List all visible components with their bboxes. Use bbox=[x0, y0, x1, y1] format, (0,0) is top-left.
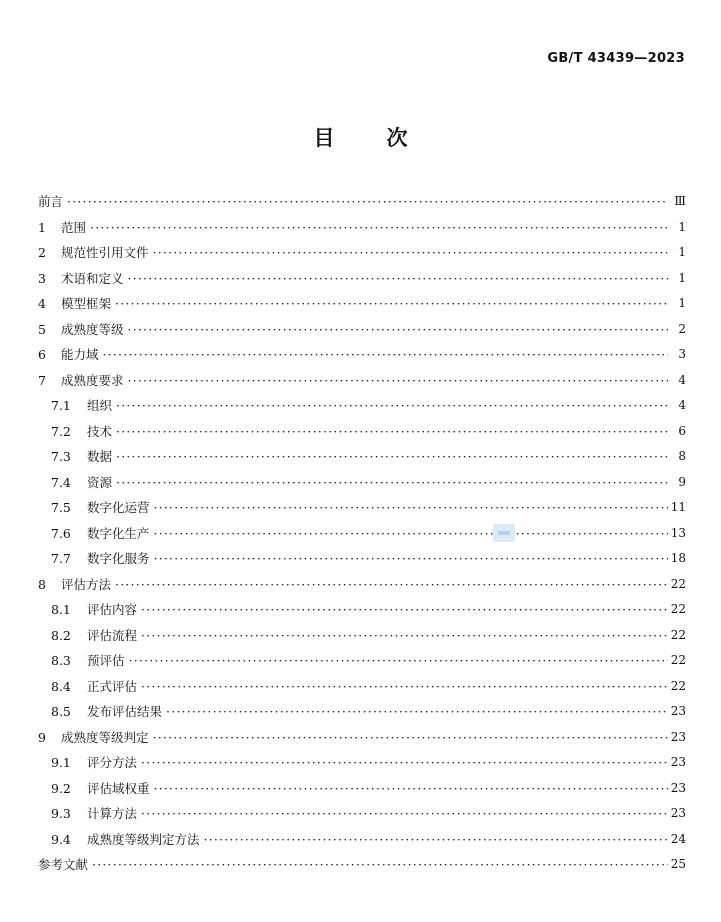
toc-entry[interactable] bbox=[38, 240, 686, 266]
toc-entry-number: 8.2 bbox=[51, 627, 71, 643]
toc-entry-leader bbox=[51, 419, 668, 445]
toc-entry-page: 24 bbox=[668, 827, 686, 853]
standard-code: GB/T 43439—2023 bbox=[547, 51, 685, 66]
toc-entry-leader bbox=[51, 521, 668, 547]
table-of-contents bbox=[38, 189, 686, 878]
toc-entry[interactable] bbox=[38, 648, 686, 674]
toc-entry-page: 23 bbox=[668, 750, 686, 776]
toc-entry-text bbox=[38, 271, 128, 286]
toc-entry-number: 8.5 bbox=[51, 704, 71, 719]
toc-entry-text bbox=[38, 296, 115, 311]
toc-entry-number: 7.5 bbox=[51, 500, 71, 515]
toc-entry-text bbox=[51, 653, 129, 668]
toc-entry-label: 评估方法 bbox=[61, 576, 112, 592]
toc-entry-text bbox=[38, 347, 103, 362]
toc-entry-text bbox=[51, 551, 154, 566]
toc-entry[interactable] bbox=[38, 597, 686, 623]
toc-entry-page: 4 bbox=[668, 393, 686, 419]
toc-entry-leader bbox=[51, 699, 668, 725]
toc-entry-page: 22 bbox=[668, 597, 686, 623]
toc-entry-label: 数字化生产 bbox=[87, 525, 150, 541]
toc-entry[interactable] bbox=[38, 776, 686, 802]
title-char-2: 次 bbox=[386, 126, 408, 150]
toc-entry-page: 25 bbox=[668, 852, 686, 878]
toc-entry-leader bbox=[38, 266, 668, 292]
toc-entry-text bbox=[38, 220, 90, 235]
toc-entry[interactable] bbox=[38, 750, 686, 776]
toc-entry-number: 5 bbox=[38, 321, 46, 337]
toc-entry-leader bbox=[51, 776, 668, 802]
toc-entry-text bbox=[38, 194, 67, 209]
toc-entry[interactable] bbox=[38, 444, 686, 470]
toc-entry-leader bbox=[38, 189, 668, 215]
toc-entry-number: 9 bbox=[38, 729, 46, 745]
toc-entry-text bbox=[38, 730, 153, 745]
toc-entry-number: 7 bbox=[38, 372, 46, 388]
toc-entry[interactable] bbox=[38, 393, 686, 419]
toc-entry-number: 7.3 bbox=[51, 449, 71, 464]
toc-entry-text bbox=[51, 806, 141, 821]
title-char-1: 目 bbox=[313, 126, 335, 150]
toc-entry-label: 成熟度等级 bbox=[61, 321, 124, 337]
toc-entry-number: 3 bbox=[38, 270, 46, 286]
toc-entry-number: 9.4 bbox=[51, 831, 71, 847]
toc-entry-page: 18 bbox=[668, 546, 686, 572]
toc-entry-page: 9 bbox=[668, 470, 686, 496]
toc-entry-page: 4 bbox=[668, 368, 686, 394]
toc-entry-label: 资源 bbox=[87, 474, 113, 490]
toc-entry-leader bbox=[38, 317, 668, 343]
toc-entry-text bbox=[38, 322, 128, 337]
toc-entry-label: 评估域权重 bbox=[87, 780, 150, 796]
toc-entry-page: 1 bbox=[668, 240, 686, 266]
toc-entry-label: 前言 bbox=[38, 194, 64, 209]
page-title bbox=[0, 122, 721, 152]
toc-entry-leader bbox=[38, 368, 668, 394]
toc-entry-number: 7.2 bbox=[51, 423, 71, 439]
toc-entry-label: 参考文献 bbox=[38, 857, 89, 872]
toc-entry-text bbox=[51, 602, 141, 617]
toc-entry[interactable] bbox=[38, 827, 686, 853]
toc-entry-label: 成熟度等级判定方法 bbox=[87, 831, 200, 847]
toc-entry-label: 数据 bbox=[87, 449, 113, 464]
toc-entry-text bbox=[51, 781, 154, 796]
toc-entry-page: 23 bbox=[668, 776, 686, 802]
toc-entry-number: 8 bbox=[38, 576, 46, 592]
toc-entry-label: 成熟度等级判定 bbox=[61, 729, 149, 745]
toc-entry-number: 2 bbox=[38, 245, 46, 260]
toc-entry-label: 评估流程 bbox=[87, 627, 138, 643]
toc-entry-label: 模型框架 bbox=[61, 296, 112, 311]
toc-entry-text bbox=[38, 373, 128, 388]
toc-entry-number: 9.2 bbox=[51, 780, 71, 796]
toc-entry-label: 评估内容 bbox=[87, 602, 138, 617]
toc-entry[interactable] bbox=[38, 801, 686, 827]
toc-entry-text bbox=[38, 245, 153, 260]
toc-entry-number: 7.6 bbox=[51, 525, 71, 541]
toc-entry-label: 评分方法 bbox=[87, 755, 138, 770]
toc-entry-leader bbox=[38, 572, 668, 598]
toc-entry-text bbox=[51, 628, 141, 643]
toc-entry-label: 组织 bbox=[87, 398, 113, 413]
toc-entry-label: 正式评估 bbox=[87, 678, 138, 694]
watermark-icon bbox=[493, 524, 515, 542]
toc-entry[interactable] bbox=[38, 419, 686, 445]
toc-entry-label: 成熟度要求 bbox=[61, 372, 124, 388]
toc-entry-page: 23 bbox=[668, 801, 686, 827]
toc-entry-label: 发布评估结果 bbox=[87, 704, 163, 719]
toc-entry-label: 术语和定义 bbox=[61, 270, 124, 286]
toc-entry[interactable] bbox=[38, 342, 686, 368]
toc-entry-label: 范围 bbox=[61, 219, 87, 235]
toc-entry-text bbox=[51, 755, 141, 770]
toc-entry-label: 预评估 bbox=[87, 653, 125, 668]
toc-entry-text bbox=[51, 475, 116, 490]
toc-entry-number: 6 bbox=[38, 347, 46, 362]
toc-entry[interactable] bbox=[38, 189, 686, 215]
toc-entry-number: 7.1 bbox=[51, 398, 71, 413]
toc-entry-leader bbox=[51, 393, 668, 419]
toc-entry-text bbox=[51, 704, 166, 719]
toc-entry-text bbox=[51, 832, 204, 847]
toc-entry-page: 1 bbox=[668, 266, 686, 292]
toc-entry-text bbox=[51, 398, 116, 413]
toc-entry-page: 1 bbox=[668, 215, 686, 241]
toc-entry-leader bbox=[51, 470, 668, 496]
toc-entry-label: 数字化运营 bbox=[87, 500, 150, 515]
toc-entry-leader bbox=[51, 827, 668, 853]
toc-entry[interactable] bbox=[38, 623, 686, 649]
toc-entry-label: 技术 bbox=[87, 423, 113, 439]
toc-entry-page: 22 bbox=[668, 648, 686, 674]
toc-entry-page: 11 bbox=[668, 495, 686, 521]
toc-entry-page: 2 bbox=[668, 317, 686, 343]
toc-entry[interactable] bbox=[38, 291, 686, 317]
toc-entry-page: 22 bbox=[668, 674, 686, 700]
toc-entry-leader bbox=[51, 801, 668, 827]
toc-entry-text bbox=[51, 679, 141, 694]
toc-entry-label: 计算方法 bbox=[87, 806, 138, 821]
toc-entry[interactable] bbox=[38, 674, 686, 700]
toc-entry-leader bbox=[51, 495, 668, 521]
toc-entry-text bbox=[38, 577, 115, 592]
toc-entry[interactable] bbox=[38, 521, 686, 547]
toc-entry-page: 23 bbox=[668, 725, 686, 751]
toc-entry-page: Ⅲ bbox=[668, 189, 686, 215]
toc-entry-leader bbox=[38, 215, 668, 241]
toc-entry[interactable] bbox=[38, 215, 686, 241]
toc-entry-page: 22 bbox=[668, 572, 686, 598]
toc-entry-leader bbox=[38, 291, 668, 317]
toc-entry-leader bbox=[51, 597, 668, 623]
toc-entry-page: 13 bbox=[668, 521, 686, 547]
toc-entry-number: 7.4 bbox=[51, 474, 71, 490]
toc-entry-page: 22 bbox=[668, 623, 686, 649]
toc-entry-leader bbox=[51, 546, 668, 572]
toc-entry[interactable] bbox=[38, 495, 686, 521]
toc-entry-number: 8.3 bbox=[51, 653, 71, 668]
toc-entry[interactable] bbox=[38, 852, 686, 878]
toc-entry-leader bbox=[38, 725, 668, 751]
toc-entry-page: 1 bbox=[668, 291, 686, 317]
toc-entry-text bbox=[51, 449, 116, 464]
toc-entry-leader bbox=[38, 240, 668, 266]
toc-entry-label: 能力域 bbox=[61, 347, 99, 362]
toc-entry[interactable] bbox=[38, 725, 686, 751]
toc-entry[interactable] bbox=[38, 572, 686, 598]
toc-entry-leader bbox=[38, 342, 668, 368]
toc-entry-leader bbox=[51, 444, 668, 470]
toc-entry-page: 6 bbox=[668, 419, 686, 445]
toc-entry-number: 4 bbox=[38, 296, 46, 311]
toc-entry-leader bbox=[51, 674, 668, 700]
toc-entry-page: 8 bbox=[668, 444, 686, 470]
toc-entry-leader bbox=[51, 750, 668, 776]
toc-entry-number: 8.1 bbox=[51, 602, 71, 617]
toc-entry[interactable] bbox=[38, 546, 686, 572]
toc-entry-text bbox=[51, 526, 154, 541]
toc-entry[interactable] bbox=[38, 699, 686, 725]
toc-entry-label: 规范性引用文件 bbox=[61, 245, 149, 260]
toc-entry-number: 9.3 bbox=[51, 806, 71, 821]
toc-entry-page: 23 bbox=[668, 699, 686, 725]
toc-entry-leader bbox=[38, 852, 668, 878]
toc-entry[interactable] bbox=[38, 470, 686, 496]
toc-entry-number: 7.7 bbox=[51, 551, 71, 566]
toc-entry-number: 9.1 bbox=[51, 755, 71, 770]
toc-entry[interactable] bbox=[38, 317, 686, 343]
toc-entry-leader bbox=[51, 623, 668, 649]
toc-entry-leader bbox=[51, 648, 668, 674]
toc-entry[interactable] bbox=[38, 368, 686, 394]
toc-entry-page: 3 bbox=[668, 342, 686, 368]
toc-entry-number: 8.4 bbox=[51, 678, 71, 694]
toc-entry-text bbox=[51, 424, 116, 439]
toc-entry-label: 数字化服务 bbox=[87, 551, 150, 566]
toc-entry-text bbox=[51, 500, 154, 515]
toc-entry[interactable] bbox=[38, 266, 686, 292]
toc-entry-number: 1 bbox=[38, 219, 46, 235]
toc-entry-text bbox=[38, 857, 92, 872]
